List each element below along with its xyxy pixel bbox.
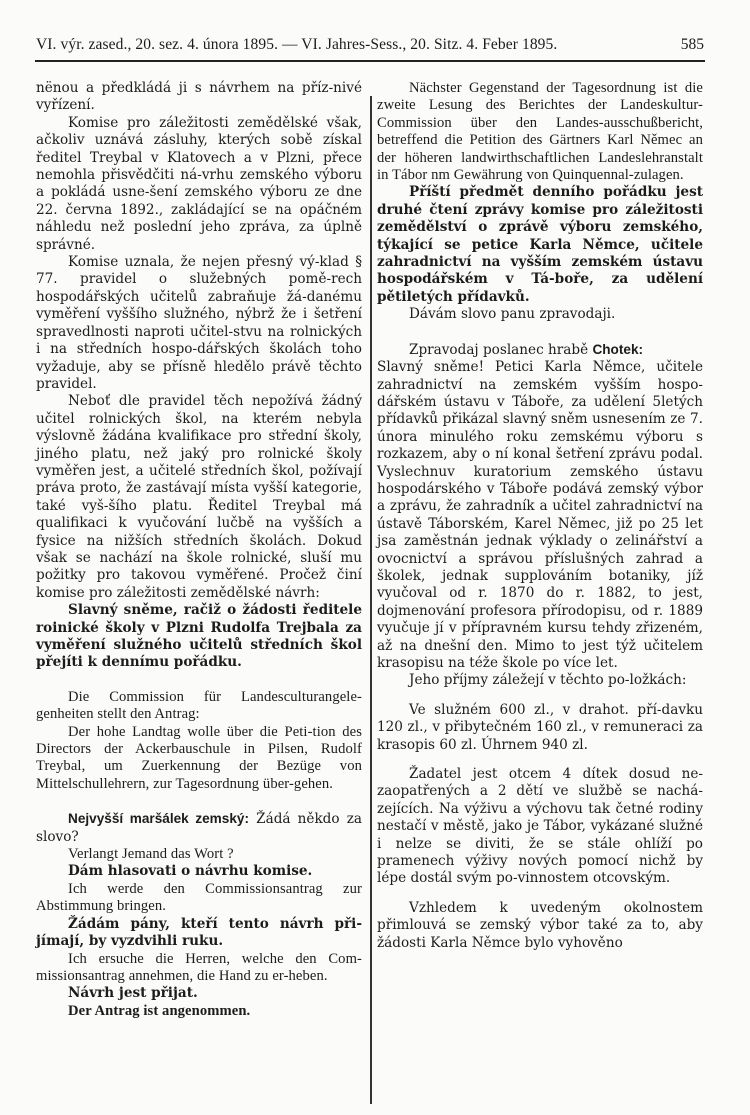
right-column (377, 80, 703, 952)
speaker-name: Chotek: (592, 341, 644, 357)
spacer (377, 324, 703, 341)
german-paragraph: Nächster Gegenstand der Tagesordnung ist die zweite Lesung des Berichtes der Landeskultur-Commission über den Landes-ausschußbericht, betreffend die Petition des Gärtners Karl Němec an der höheren landwirthschaftlichen Landeslehranstalt in Tábor nm Gewährung von Quinquennal-zulagen. (377, 80, 703, 184)
german-paragraph: Ich werde den Commissionsantrag zur Abstimmung bringen. (36, 880, 362, 915)
spacer (377, 888, 703, 900)
speech-text: Žádá někdo za slovo? (36, 811, 362, 845)
paragraph: Neboť dle pravidel těch nepožívá žádný učitel rolnických škol, na kterém nebyla výslovně žádána kvalifikace pro střední školy, jiného platu, než jaký pro rolnické školy vyměřen jest, a učitelé středních škol, požívají práva proto, že zastávají místa vyšší kategorie, také vyš-šího platu. Ředitel Treybal má qualifikaci k vyučování lučbě na vyšších a fysice na nižších středních školách. Dokud však se nachází na škole rolnické, sluší mu požitky pro takovou vyměřené. Pročež činí komise pro záležitosti zemědělské návrh: (36, 393, 362, 601)
header-rule (35, 60, 705, 62)
spacer (36, 793, 362, 810)
spacer (377, 754, 703, 766)
spacer (377, 690, 703, 702)
page-number: 585 (680, 36, 704, 53)
paragraph: Dám hlasovati o návrhu komise. (68, 863, 313, 880)
paragraph: Ve služném 600 zl., v drahot. pří-davku 120 zl., v přibytečném 160 zl., v remuneraci za krasopis 60 zl. Úhrnem 940 zl. (377, 701, 703, 753)
paragraph: nënou a předkládá ji s návrhem na příz-nivé vyřízení. (36, 80, 362, 114)
paragraph: Komise pro záležitosti zemědělské však, ačkoliv uznává zásluhy, kterých sobě získal ředitel Treybal v Klatovech a v Plzni, přece nemohla přisvědčiti ná-vrhu zemského výboru a pokládá usne-šení zemského výboru ze dne 22. června 1892., zakládající se na opáčném náhledu než poslední jeho zpráva, za úplně správné. (36, 114, 362, 253)
paragraph: Komise uznala, že nejen přesný vý-klad § 77. pravidel o služebných pomě-rech hospodářských učitelů zabraňuje žá-danému vyměření vyššího služného, nýbrž že i šetření spravedlnosti naproti učitel-stvu na rolnických i na středních hospo-dářských školách toho vyžaduje, aby se přísně hledělo právě těchto pravidel. (36, 254, 362, 392)
running-header (36, 36, 704, 56)
speaker-intro (377, 341, 703, 359)
paragraph: Slavný sněme! Petici Karla Němce, učitele zahradnictví na zemském vyšším hospo-dářském ústavu v Táboře, za udělení 5letých přídavků přikázal slavný sněm usnesením ze 7. února minulého roku zemskému výboru s rozkazem, aby o ní konal šetření zprávu podal. Vyslechnuv kuratorium zemského ústavu hospodárského v Táboře podává zemský výbor a zprávu, že zahradník a učitel zahradnictví na ústavě Táborském, Karel Němec, již po 25 let jsa zaměstnán jednak výklady o zelinářství a ovocnictví a správou příslušných zahrad a školek, jednak supplováním botaniky, jíž vyučoval od r. 1870 do r. 1882, to jest, dojmenování profesora přírodopisu, od r. 1889 vyučuje jí v přípravném kursu tehdy zřizeném, až na dnešní den. Mimo to jest týž učitelem krasopisu na téže škole po více let. (377, 359, 703, 671)
paragraph: Jeho příjmy záležejí v těchto po-ložkách: (409, 672, 687, 689)
paragraph: Žádám pány, kteří tento návrh při-jímají, by vyzdvihli ruku. (36, 915, 362, 950)
german-motion: Der hohe Landtag wolle über die Peti-tion des Directors der Ackerbauschule in Pilsen, Rudolf Treybal, um Zuerkennung der Bezüge von Mittelschullehrern, zur Tagesordnung über-gehen. (36, 723, 362, 792)
german-paragraph: Die Commission für Landesculturangele-genheiten stellt den Antrag: (36, 688, 362, 723)
header-title: VI. výr. zased., 20. sez. 4. února 1895. — VI. Jahres-Sess., 20. Sitz. 4. Feber 1895. (36, 36, 558, 53)
german-paragraph: Verlangt Jemand das Wort ? (68, 846, 234, 863)
motion-text: Slavný sněme, račiž o žádosti ředitele roinické školy v Plzni Rudolfa Trejbala za vyměření služného učitelů středních škol přejíti k dennímu pořádku. (36, 602, 362, 671)
speaker-prefix: Zpravodaj poslanec hrabě (409, 341, 589, 358)
speaker-paragraph (36, 810, 362, 846)
left-column (36, 80, 362, 1020)
spacer (36, 672, 362, 689)
paragraph: Žadatel jest otcem 4 dítek dosud ne-zaopatřených a 2 dětí ve službě se nachá-zejících. Na výživu a výchovu tak četné rodiny nestačí v městě, jako je Tábor, vykázané služné i nelze se diviti, že se stále ohlíží po pramenech výživy nových pomocí nichž by lépe dostál svým po-vinnostem otcovským. (377, 766, 703, 887)
result-text: Návrh jest přijat. (68, 985, 198, 1002)
paragraph: Dávám slovo panu zpravodaji. (409, 306, 616, 323)
german-paragraph: Ich ersuche die Herren, welche den Com-missionsantrag annehmen, die Hand zu er-heben. (36, 950, 362, 984)
paragraph: Vzhledem k uvedeným okolnostem přimlouvá se zemský výbor také za to, aby žádosti Karla Němce bylo vyhověno (377, 899, 703, 951)
german-result-text: Der Antrag ist angenommen. (68, 1002, 251, 1019)
column-divider (370, 96, 372, 1104)
speaker-name: Nejvyšší maršálek zemský: (68, 811, 249, 827)
paragraph: Příští předmět denního pořádku jest druhé čtení zprávy komise pro záležitosti zemědělství o zprávě výboru zemského, týkající se petice Karla Němce, učitele zahradnictví na vyšším zemském ústavu hospodářském v Tá-boře, za udělení pětiletých přídavků. (377, 184, 703, 305)
